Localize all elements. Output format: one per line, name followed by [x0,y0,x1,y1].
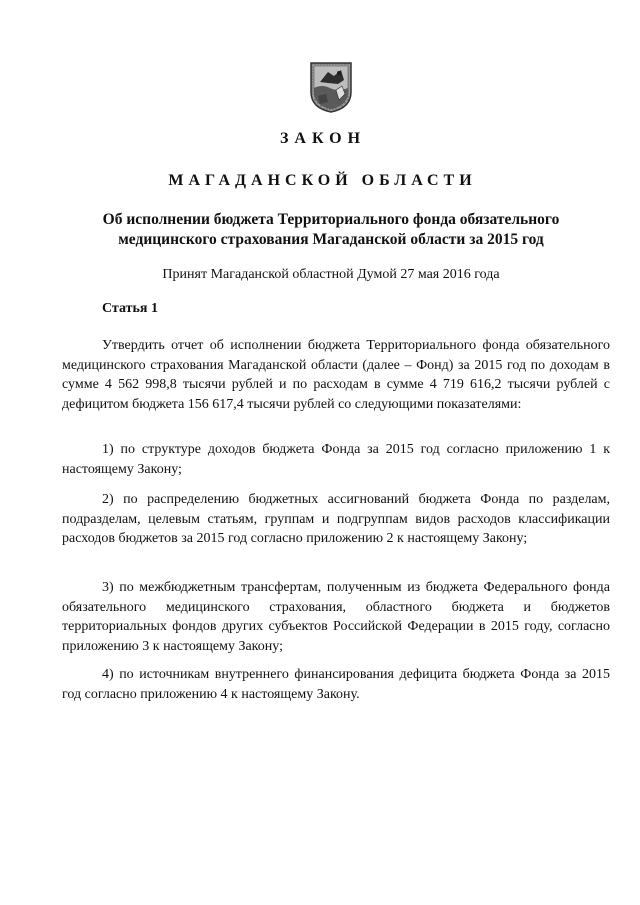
law-title-line-2: медицинского страхования Магаданской области за 2015 год [118,231,544,248]
law-title-line-1: Об исполнении бюджета Территориального фонда обязательного [102,211,560,228]
coat-of-arms-icon [308,60,354,114]
article-paragraph-item-3: 3) по межбюджетным трансфертам, полученным из бюджета Федерального фонда обязательного медицинского страхования, областного бюджета и бюджетов территориальных фондов других субъектов Российской Федерации в 2015 году, согласно приложению 3 к настоящему Закону; [62,580,610,654]
article-paragraph-item-1: 1) по структуре доходов бюджета Фонда за 2015 год согласно приложению 1 к настоящему Закону; [62,442,610,477]
document-type-heading: ЗАКОН [279,130,367,147]
article-paragraph-item-4: 4) по источникам внутреннего финансирования дефицита бюджета Фонда за 2015 год согласно приложению 4 к настоящему Закону. [62,667,610,702]
law-title [60,210,602,250]
article-paragraph-intro: Утвердить отчет об исполнении бюджета Территориального фонда обязательного медицинского страхования Магаданской области (далее – Фонд) за 2015 год по доходам в сумме 4 562 998,8 тысячи рублей и по расходам в сумме 4 719 616,2 тысячи рублей с дефицитом бюджета 156 617,4 тысячи рублей со следующими показателями: [62,338,610,412]
article-heading: Статья 1 [102,301,158,316]
adoption-statement: Принят Магаданской областной Думой 27 мая 2016 года [162,267,500,282]
region-heading: МАГАДАНСКОЙ ОБЛАСТИ [168,172,477,189]
article-paragraph-item-2: 2) по распределению бюджетных ассигнований бюджета Фонда по разделам, подразделам, целевым статьям, группам и подгруппам видов расходов классификации расходов бюджетов за 2015 год согласно приложению 2 к настоящему Закону; [62,492,610,546]
